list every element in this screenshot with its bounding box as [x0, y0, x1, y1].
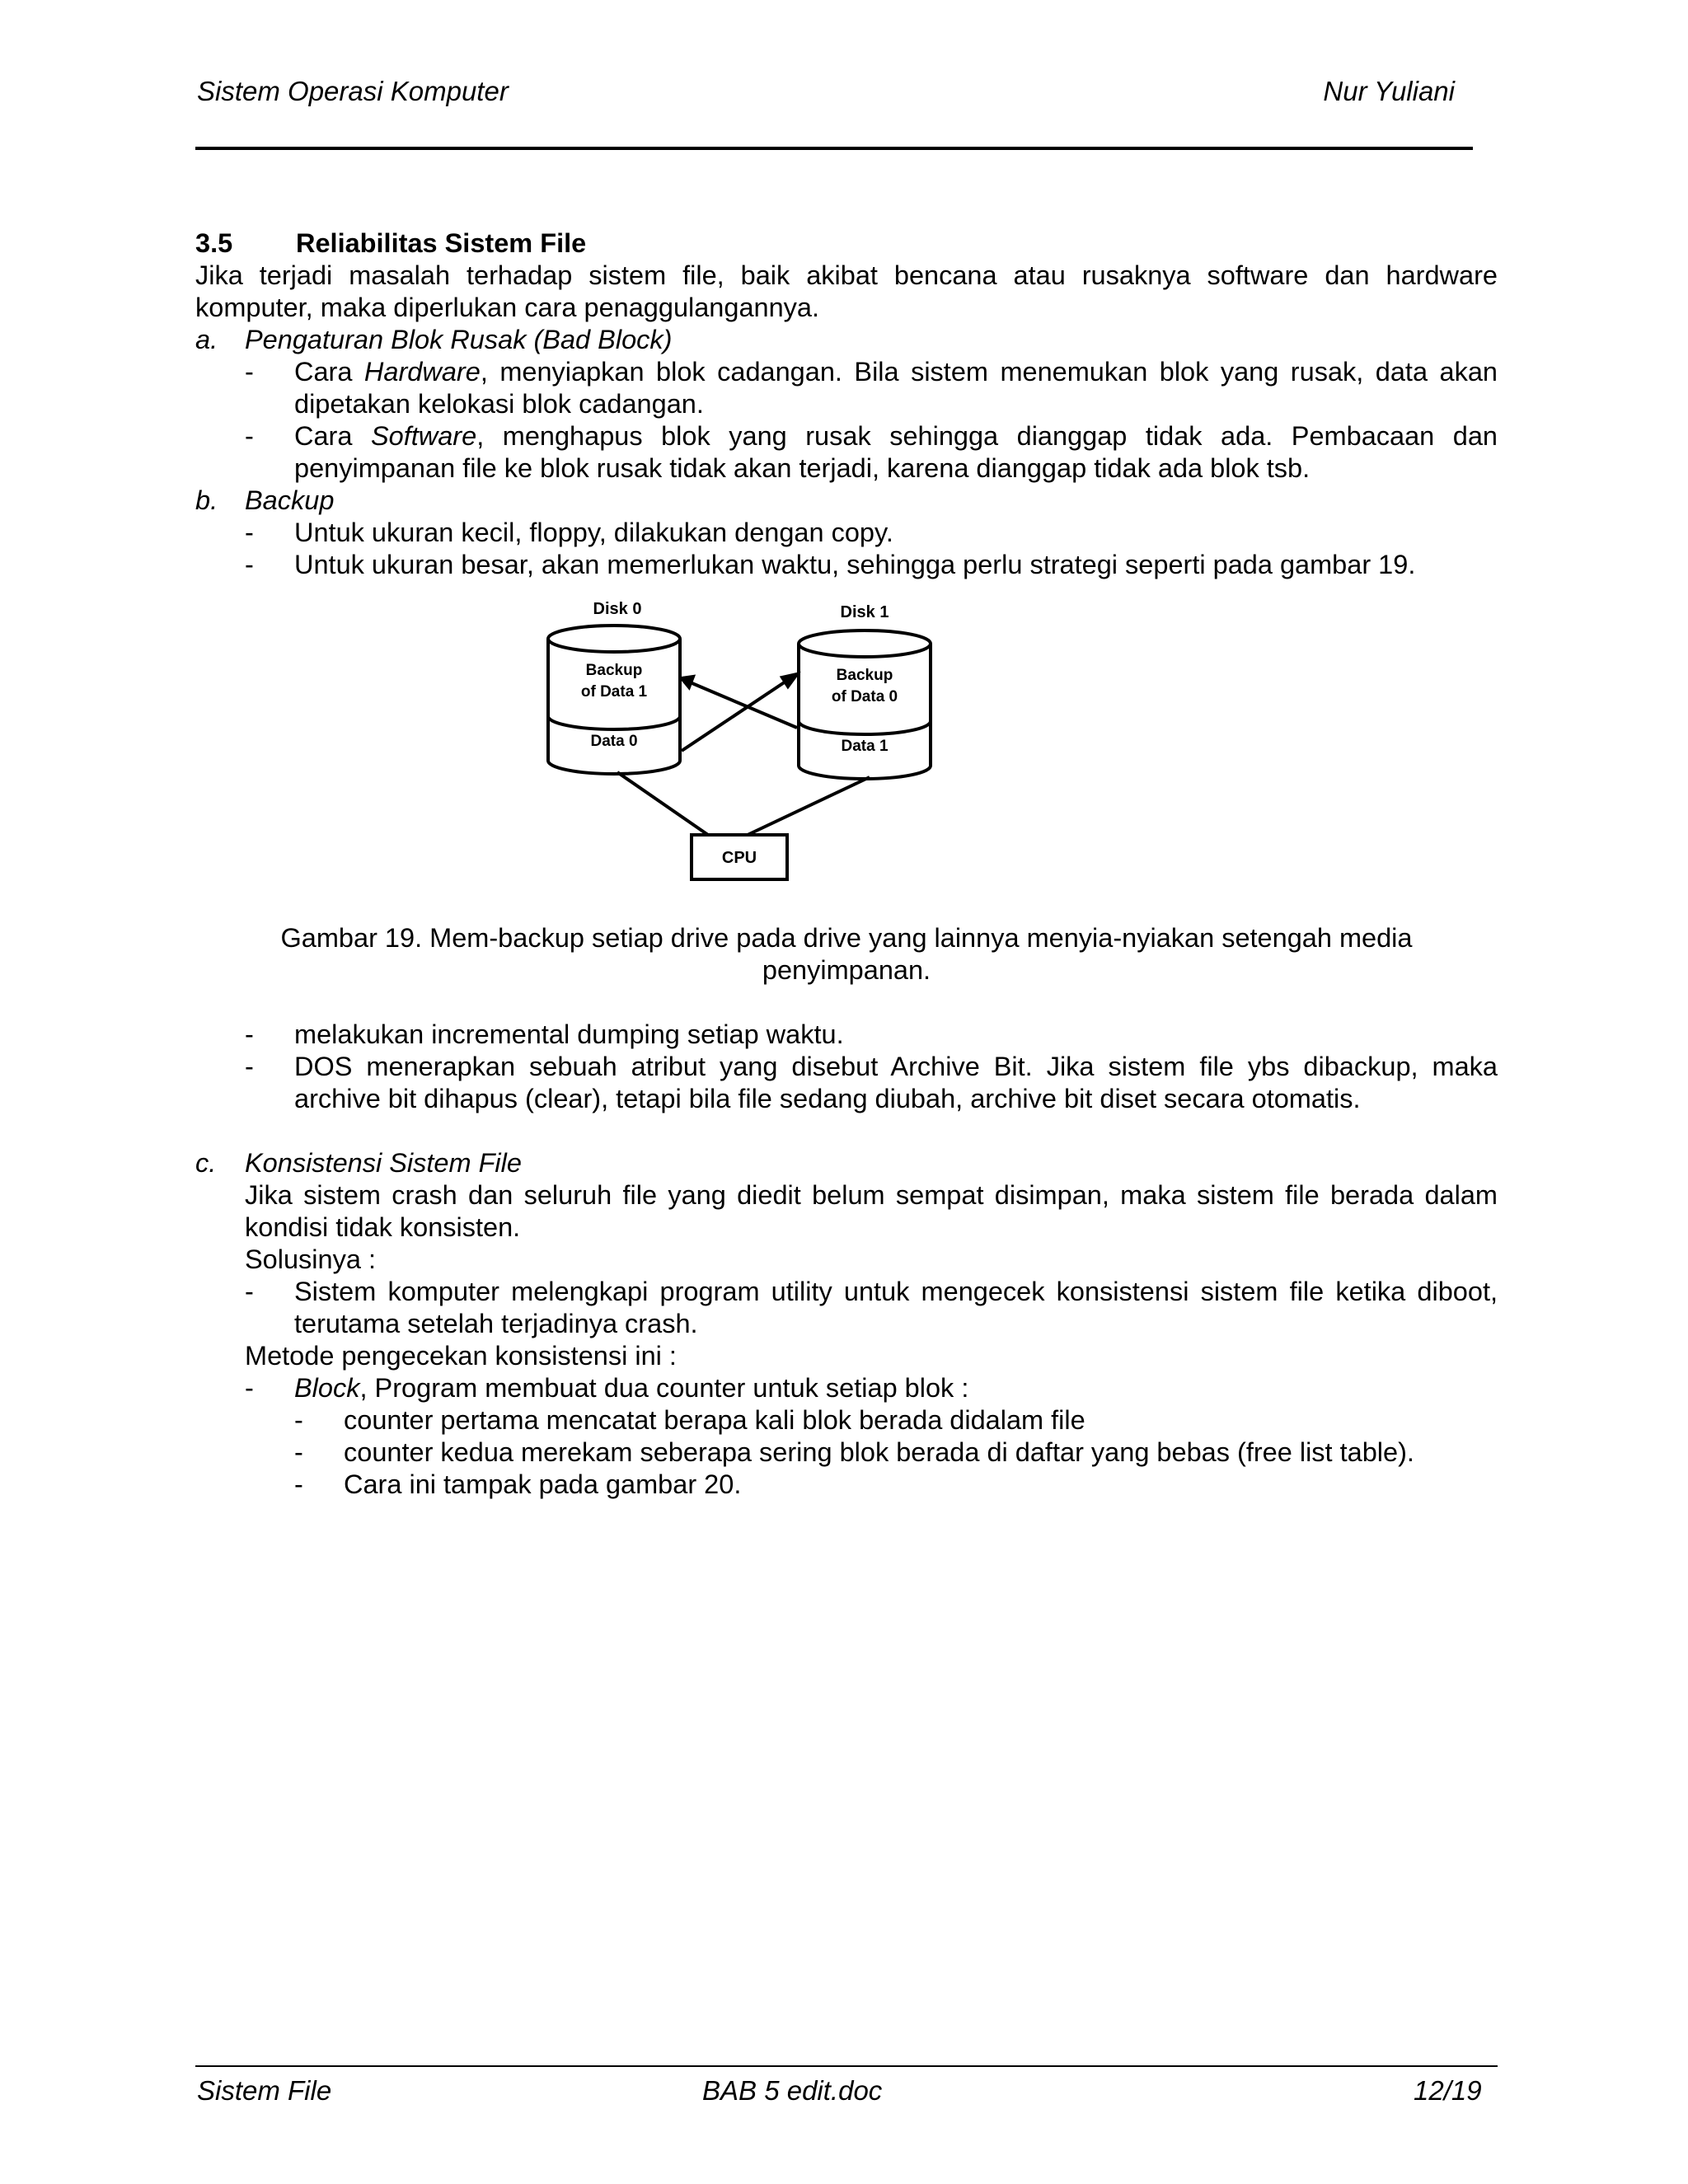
item-c-paragraph: Jika sistem crash dan seluruh file yang diedit belum sempat disimpan, maka sistem file berada dalam kondisi tidak konsisten. — [245, 1180, 1498, 1242]
section-heading — [195, 227, 1498, 260]
emphasis-block: Block — [294, 1373, 360, 1403]
item-c-title: Konsistensi Sistem File — [245, 1148, 522, 1178]
disk-0-label: Disk 0 — [593, 600, 642, 618]
bullet-dash: - — [245, 1277, 254, 1306]
list-item — [195, 1436, 1498, 1469]
disk-1-data-label: Data 1 — [841, 738, 889, 755]
section-number: 3.5 — [195, 228, 233, 258]
bullet-text: DOS menerapkan sebuah atribut yang disebut Archive Bit. Jika sistem file ybs dibackup, maka archive bit dihapus (clear), tetapi bila file sedang diubah, archive bit diset secara otomatis. — [294, 1052, 1498, 1113]
item-b-heading — [195, 485, 1498, 517]
list-item — [195, 549, 1498, 581]
list-item — [195, 517, 1498, 549]
cross-backup-arrows — [682, 674, 797, 751]
bullet-text: Sistem komputer melengkapi program utility untuk mengecek konsistensi sistem file ketika diboot, terutama setelah terjadinya crash. — [294, 1277, 1498, 1338]
disk-1-backup-line1: Backup — [836, 667, 893, 684]
disk-1-label: Disk 1 — [840, 603, 889, 621]
section-title: Reliabilitas Sistem File — [296, 228, 587, 258]
bullet-dash: - — [245, 421, 254, 451]
list-item — [195, 1372, 1498, 1404]
footer-filename: BAB 5 edit.doc — [702, 2075, 883, 2106]
header-author: Nur Yuliani — [1323, 76, 1455, 106]
bullet-dash: - — [294, 1437, 303, 1467]
spacer — [195, 1115, 1498, 1147]
bullet-text: counter pertama mencatat berapa kali blok berada didalam file — [344, 1405, 1085, 1435]
page-header — [195, 76, 1473, 150]
bullet-text: melakukan incremental dumping setiap waktu. — [294, 1019, 844, 1049]
bullet-dash: - — [245, 1019, 254, 1049]
disk-0-backup-line1: Backup — [585, 662, 643, 679]
list-item — [195, 1469, 1498, 1501]
item-b-title: Backup — [245, 485, 335, 515]
cpu-label: CPU — [721, 849, 757, 867]
bullet-text: Cara — [294, 421, 371, 451]
bullet-dash: - — [294, 1469, 303, 1499]
list-item — [195, 1276, 1498, 1340]
bullet-text: , menghapus blok yang rusak sehingga dianggap tidak ada. Pembacaan dan penyimpanan file ke blok rusak tidak akan terjadi, karena dianggap tidak ada blok tsb. — [294, 421, 1498, 483]
disk-0-data-label: Data 0 — [590, 733, 638, 750]
bullet-text: Untuk ukuran besar, akan memerlukan waktu, sehingga perlu strategi seperti pada gambar 19. — [294, 550, 1416, 579]
item-a-title: Pengaturan Blok Rusak (Bad Block) — [245, 325, 673, 354]
item-a-marker: a. — [195, 325, 218, 354]
bullet-dash: - — [245, 1373, 254, 1403]
emphasis-hardware: Hardware — [363, 357, 481, 387]
header-book-title: Sistem Operasi Komputer — [197, 76, 509, 106]
item-a-heading — [195, 324, 1498, 356]
page-footer — [195, 2065, 1498, 2108]
bullet-dash: - — [245, 550, 254, 579]
list-item — [195, 1051, 1498, 1115]
bullet-dash: - — [245, 357, 254, 387]
spacer — [195, 987, 1498, 1019]
backup-diagram — [542, 596, 954, 909]
method-label: Metode pengecekan konsistensi ini : — [245, 1341, 677, 1371]
list-item — [195, 1404, 1498, 1436]
bullet-text: counter kedua merekam seberapa sering blok berada di daftar yang bebas (free list table). — [344, 1437, 1414, 1467]
bullet-dash: - — [294, 1405, 303, 1435]
bullet-text: Untuk ukuran kecil, floppy, dilakukan dengan copy. — [294, 518, 893, 547]
bullet-text: Cara — [294, 357, 364, 387]
disk-0-backup-line2: of Data 1 — [580, 683, 648, 701]
bullet-dash: - — [245, 518, 254, 547]
bullet-text: , menyiapkan blok cadangan. Bila sistem menemukan blok yang rusak, data akan dipetakan kelokasi blok cadangan. — [294, 357, 1498, 419]
solution-label: Solusinya : — [245, 1244, 376, 1274]
disk-1-backup-line2: of Data 0 — [831, 688, 898, 705]
cpu-connection-lines — [617, 772, 870, 835]
item-c-marker: c. — [195, 1148, 217, 1178]
list-item — [195, 420, 1498, 485]
footer-page-number: 12/19 — [1414, 2075, 1482, 2106]
item-c-heading — [195, 1147, 1498, 1179]
page-body — [195, 227, 1498, 1501]
list-item — [195, 1019, 1498, 1051]
bullet-text: Cara ini tampak pada gambar 20. — [344, 1469, 742, 1499]
figure-19-backup-diagram — [195, 596, 1498, 909]
bullet-text: , Program membuat dua counter untuk setiap blok : — [359, 1373, 969, 1403]
section-intro: Jika terjadi masalah terhadap sistem file, baik akibat bencana atau rusaknya software dan hardware komputer, maka diperlukan cara penaggulangannya. — [195, 260, 1498, 322]
item-b-marker: b. — [195, 485, 218, 515]
list-item — [195, 356, 1498, 420]
footer-chapter: Sistem File — [197, 2075, 332, 2106]
bullet-dash: - — [245, 1052, 254, 1081]
figure-caption: Gambar 19. Mem-backup setiap drive pada drive yang lainnya menyia-nyiakan setengah media penyimpanan. — [280, 923, 1413, 985]
emphasis-software: Software — [370, 421, 477, 451]
